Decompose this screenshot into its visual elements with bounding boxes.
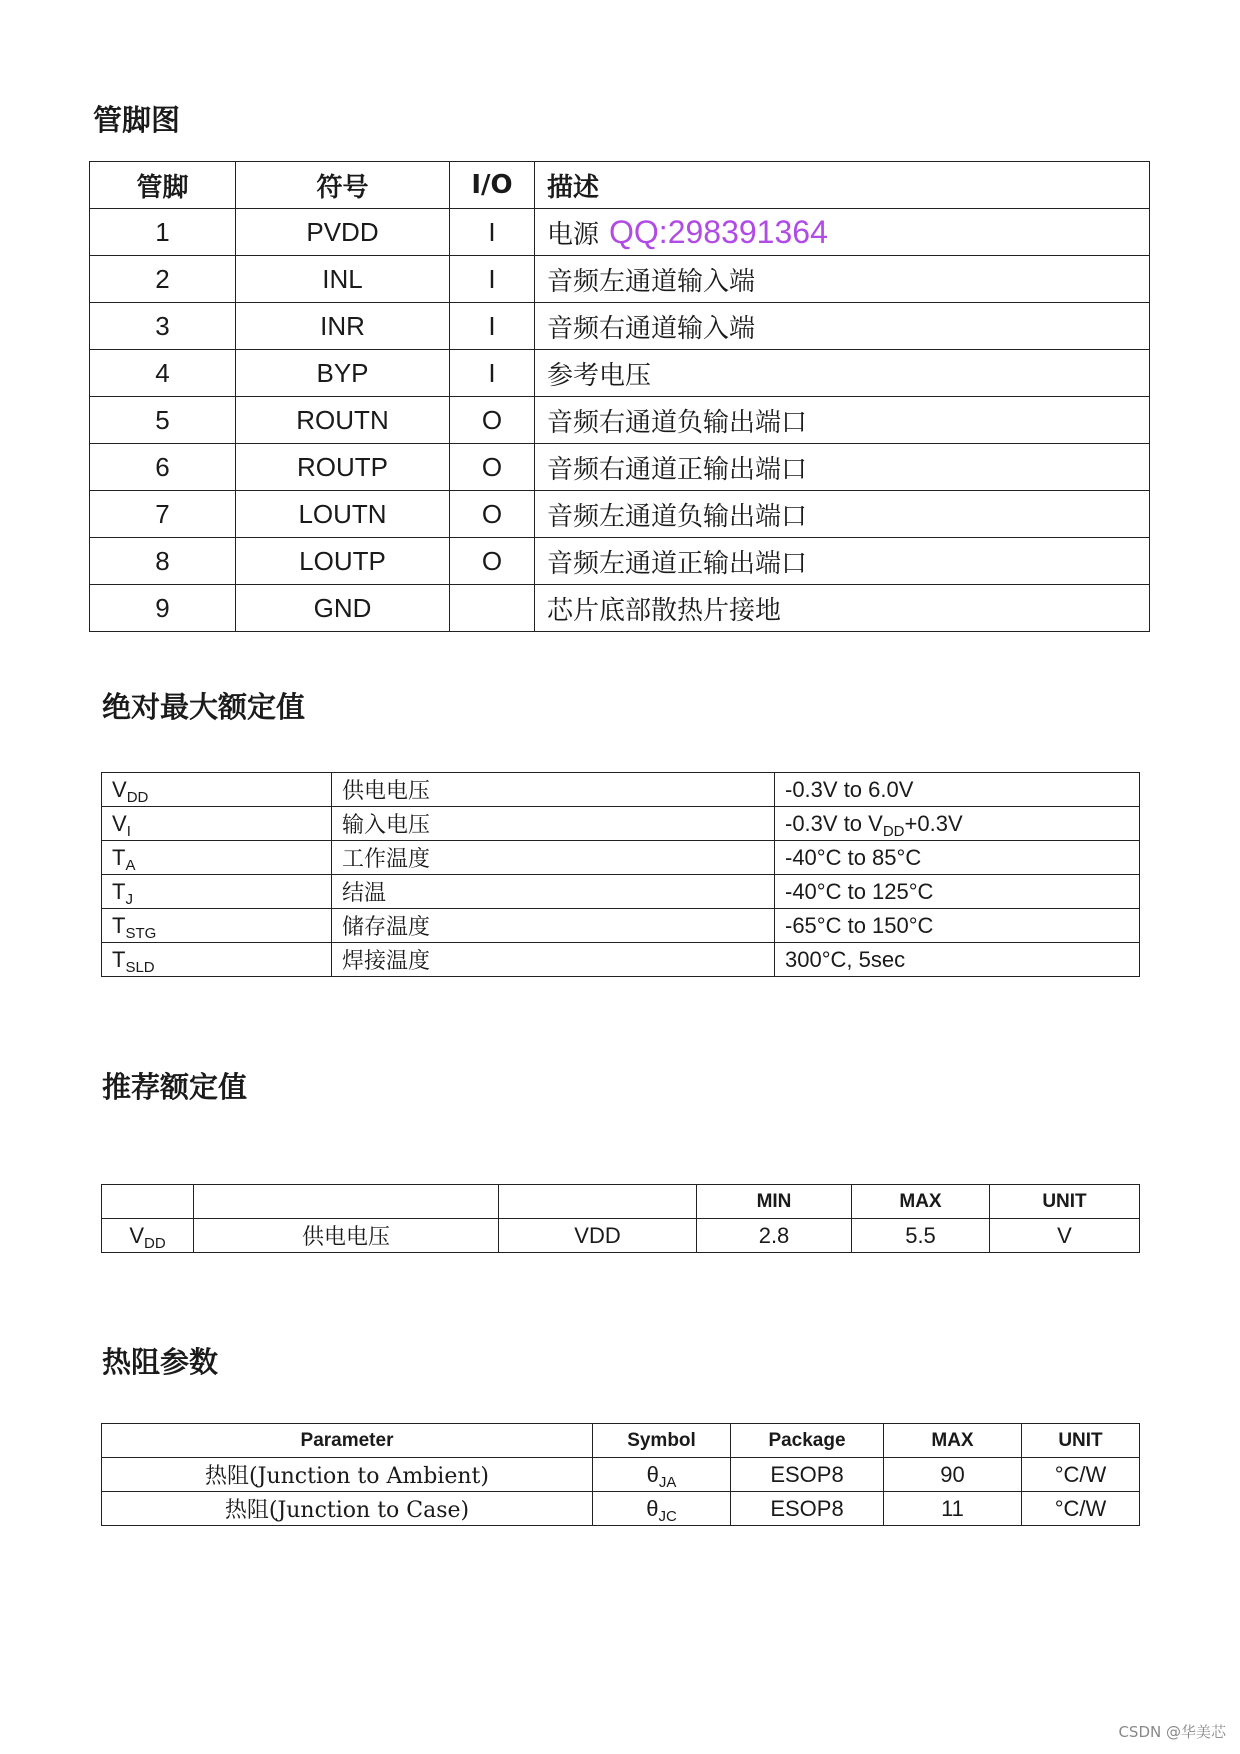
header-unit: UNIT xyxy=(990,1185,1140,1219)
thermal-package: ESOP8 xyxy=(731,1492,884,1526)
pin-number: 6 xyxy=(90,444,236,491)
table-row xyxy=(90,209,1150,256)
param-symbol xyxy=(102,841,332,875)
thermal-title: 热阻参数 xyxy=(102,1345,219,1379)
symbol-subscript: SLD xyxy=(125,958,155,976)
pin-description: 参考电压 xyxy=(535,350,1150,397)
qq-watermark: QQ:298391364 xyxy=(609,213,828,250)
pin-symbol: GND xyxy=(236,585,450,632)
param-symbol xyxy=(102,773,332,807)
pin-description: 音频左通道正输出端口 xyxy=(535,538,1150,585)
pin-table xyxy=(89,161,1150,632)
value-pre: -0.3V to V xyxy=(785,810,883,836)
symbol-subscript: DD xyxy=(144,1234,166,1252)
header-blank-2 xyxy=(194,1185,499,1219)
pin-section-title: 管脚图 xyxy=(93,103,181,137)
table-row xyxy=(102,1219,1140,1253)
table-row xyxy=(102,1458,1140,1492)
pin-table-header xyxy=(90,162,1150,209)
thermal-max: 11 xyxy=(884,1492,1022,1526)
pin-description xyxy=(535,209,1150,256)
param-value: -65°C to 150°C xyxy=(775,909,1140,943)
thermal-symbol xyxy=(593,1458,731,1492)
rec-min: 2.8 xyxy=(697,1219,852,1253)
table-row xyxy=(102,875,1140,909)
table-row xyxy=(102,773,1140,807)
pin-description: 芯片底部散热片接地 xyxy=(535,585,1150,632)
symbol-subscript: DD xyxy=(126,788,149,806)
symbol-subscript: JA xyxy=(658,1473,677,1491)
param-name: 工作温度 xyxy=(332,841,775,875)
rec-name: 供电电压 xyxy=(194,1219,499,1253)
pin-description-text: 电源 xyxy=(547,219,600,250)
pin-symbol: BYP xyxy=(236,350,450,397)
pin-description: 音频右通道输入端 xyxy=(535,303,1150,350)
thermal-max: 90 xyxy=(884,1458,1022,1492)
param-symbol xyxy=(102,909,332,943)
pin-number: 8 xyxy=(90,538,236,585)
pin-number: 9 xyxy=(90,585,236,632)
table-row xyxy=(90,397,1150,444)
table-row xyxy=(102,841,1140,875)
table-row xyxy=(102,943,1140,977)
header-max: MAX xyxy=(852,1185,990,1219)
table-row xyxy=(102,807,1140,841)
header-unit: UNIT xyxy=(1022,1424,1140,1458)
pin-symbol: LOUTP xyxy=(236,538,450,585)
param-name: 供电电压 xyxy=(332,773,775,807)
pin-description: 音频左通道负输出端口 xyxy=(535,491,1150,538)
pin-symbol: ROUTN xyxy=(236,397,450,444)
header-package: Package xyxy=(731,1424,884,1458)
recommended-title: 推荐额定值 xyxy=(102,1070,248,1104)
header-symbol: 符号 xyxy=(236,162,450,209)
table-row xyxy=(90,350,1150,397)
pin-io: O xyxy=(450,397,535,444)
thermal-header xyxy=(102,1424,1140,1458)
header-blank-3 xyxy=(499,1185,697,1219)
pin-io: I xyxy=(450,303,535,350)
pin-io: O xyxy=(450,538,535,585)
table-row xyxy=(90,444,1150,491)
table-row xyxy=(90,491,1150,538)
abs-max-title: 绝对最大额定值 xyxy=(102,690,306,724)
thermal-unit: °C/W xyxy=(1022,1492,1140,1526)
header-blank-1 xyxy=(102,1185,194,1219)
pin-number: 4 xyxy=(90,350,236,397)
pin-symbol: ROUTP xyxy=(236,444,450,491)
rec-max: 5.5 xyxy=(852,1219,990,1253)
pin-number: 5 xyxy=(90,397,236,444)
abs-max-table xyxy=(101,772,1140,977)
pin-number: 2 xyxy=(90,256,236,303)
header-pin: 管脚 xyxy=(90,162,236,209)
param-symbol xyxy=(102,807,332,841)
param-value xyxy=(775,807,1140,841)
value-post: +0.3V xyxy=(904,810,963,836)
symbol-letter: V xyxy=(129,1222,144,1248)
thermal-parameter: 热阻(Junction to Ambient) xyxy=(102,1458,593,1492)
symbol-letter: T xyxy=(112,946,126,972)
header-parameter: Parameter xyxy=(102,1424,593,1458)
thermal-unit: °C/W xyxy=(1022,1458,1140,1492)
rec-pin: VDD xyxy=(499,1219,697,1253)
thermal-table xyxy=(101,1423,1140,1526)
pin-number: 7 xyxy=(90,491,236,538)
recommended-table xyxy=(101,1184,1140,1253)
symbol-subscript: J xyxy=(125,890,133,908)
symbol-subscript: I xyxy=(126,822,131,840)
symbol-letter: V xyxy=(112,776,127,802)
pin-description: 音频右通道负输出端口 xyxy=(535,397,1150,444)
symbol-subscript: STG xyxy=(125,924,157,942)
param-value: -40°C to 125°C xyxy=(775,875,1140,909)
header-io: I/O xyxy=(450,162,535,209)
symbol-letter: T xyxy=(112,844,126,870)
pin-io: I xyxy=(450,350,535,397)
table-row xyxy=(90,303,1150,350)
table-row xyxy=(90,585,1150,632)
symbol-letter: V xyxy=(112,810,127,836)
param-symbol xyxy=(102,875,332,909)
pin-io: I xyxy=(450,256,535,303)
table-row xyxy=(90,538,1150,585)
value-subscript: DD xyxy=(882,822,905,840)
param-name: 焊接温度 xyxy=(332,943,775,977)
header-max: MAX xyxy=(884,1424,1022,1458)
param-symbol xyxy=(102,943,332,977)
pin-symbol: INR xyxy=(236,303,450,350)
table-row xyxy=(90,256,1150,303)
pin-io: I xyxy=(450,209,535,256)
rec-unit: V xyxy=(990,1219,1140,1253)
symbol-subscript: JC xyxy=(658,1507,677,1525)
symbol-letter: θ xyxy=(646,1461,659,1487)
header-symbol: Symbol xyxy=(593,1424,731,1458)
param-value: -0.3V to 6.0V xyxy=(775,773,1140,807)
pin-symbol: PVDD xyxy=(236,209,450,256)
param-name: 储存温度 xyxy=(332,909,775,943)
symbol-letter: T xyxy=(112,912,126,938)
header-description: 描述 xyxy=(535,162,1150,209)
symbol-letter: T xyxy=(112,878,126,904)
pin-description: 音频右通道正输出端口 xyxy=(535,444,1150,491)
thermal-package: ESOP8 xyxy=(731,1458,884,1492)
pin-symbol: LOUTN xyxy=(236,491,450,538)
recommended-header xyxy=(102,1185,1140,1219)
param-name: 结温 xyxy=(332,875,775,909)
param-value: 300°C, 5sec xyxy=(775,943,1140,977)
symbol-letter: θ xyxy=(646,1495,659,1521)
param-value: -40°C to 85°C xyxy=(775,841,1140,875)
thermal-symbol xyxy=(593,1492,731,1526)
csdn-footer: CSDN @华美芯 xyxy=(1118,1723,1226,1741)
table-row xyxy=(102,909,1140,943)
thermal-parameter: 热阻(Junction to Case) xyxy=(102,1492,593,1526)
rec-symbol xyxy=(102,1219,194,1253)
header-min: MIN xyxy=(697,1185,852,1219)
pin-io: O xyxy=(450,444,535,491)
pin-number: 3 xyxy=(90,303,236,350)
pin-description: 音频左通道输入端 xyxy=(535,256,1150,303)
pin-io: O xyxy=(450,491,535,538)
pin-number: 1 xyxy=(90,209,236,256)
pin-symbol: INL xyxy=(236,256,450,303)
param-name: 输入电压 xyxy=(332,807,775,841)
table-row xyxy=(102,1492,1140,1526)
symbol-subscript: A xyxy=(125,856,136,874)
pin-io xyxy=(450,585,535,632)
